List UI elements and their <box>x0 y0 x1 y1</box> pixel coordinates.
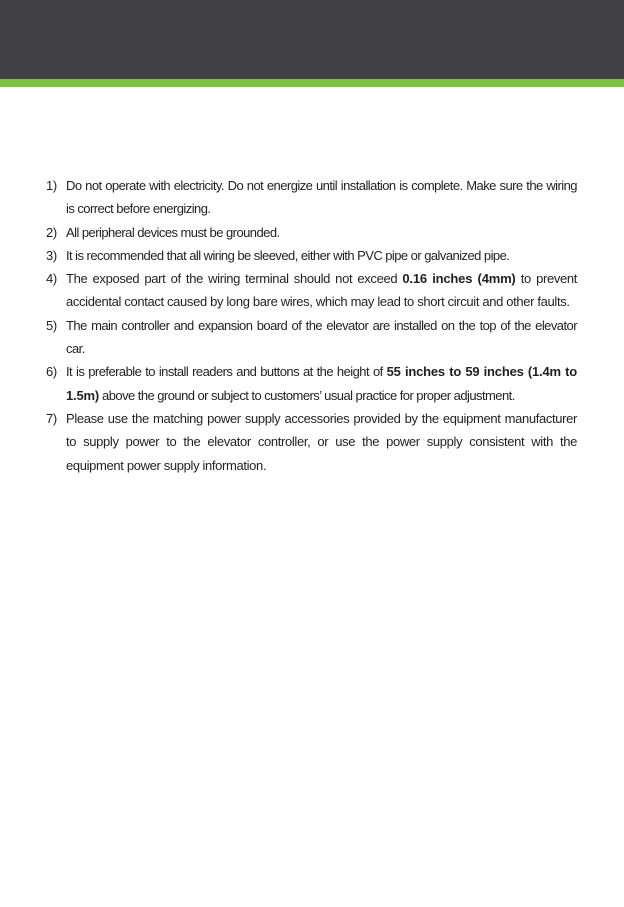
instruction-number: 7) <box>46 410 57 426</box>
instruction-number: 3) <box>46 247 57 263</box>
instruction-item <box>46 221 577 244</box>
instruction-number: 2) <box>46 224 57 240</box>
instruction-item <box>46 174 577 221</box>
instruction-item <box>46 360 577 407</box>
instruction-text-part: to prevent accidental contact caused by long bare wires, which may lead to short circuit and other faults. <box>66 271 577 310</box>
header-accent-stripe <box>0 79 624 87</box>
instruction-number: 4) <box>46 271 57 287</box>
instruction-number: 5) <box>46 317 57 333</box>
instruction-text <box>66 267 577 314</box>
instruction-text-part: The exposed part of the wiring terminal should not exceed <box>66 271 403 287</box>
instruction-text-part: above the ground or subject to customers’ usual practice for proper adjustment. <box>98 387 515 403</box>
instruction-number: 1) <box>46 178 57 193</box>
instruction-text: Please use the matching power supply accessories provided by the equipment manufacturer to supply power to the elevator controller, or use the power supply consistent with the equipment power supply information. <box>66 410 577 473</box>
instruction-emphasis: 0.16 inches (4mm) <box>402 271 516 287</box>
instruction-number: 6) <box>46 364 57 380</box>
instruction-item <box>46 314 577 361</box>
instruction-text: All peripheral devices must be grounded. <box>66 224 280 240</box>
instruction-text: Do not operate with electricity. Do not energize until installation is complete. Make sure the wiring is correct before energizing. <box>66 178 577 217</box>
instruction-emphasis: 55 inches to 59 inches (1.4m to 1.5m) <box>66 364 577 403</box>
instruction-text-part: It is preferable to install readers and buttons at the height of <box>66 364 387 380</box>
installation-instructions-list <box>46 174 577 477</box>
instruction-text <box>66 360 577 407</box>
instruction-item <box>46 267 577 314</box>
header-bar <box>0 0 624 79</box>
instruction-item <box>46 407 577 477</box>
instruction-text: It is recommended that all wiring be sleeved, either with PVC pipe or galvanized pipe. <box>66 247 510 263</box>
instruction-item <box>46 244 577 267</box>
instruction-text: The main controller and expansion board of the elevator are installed on the top of the elevator car. <box>66 317 577 357</box>
